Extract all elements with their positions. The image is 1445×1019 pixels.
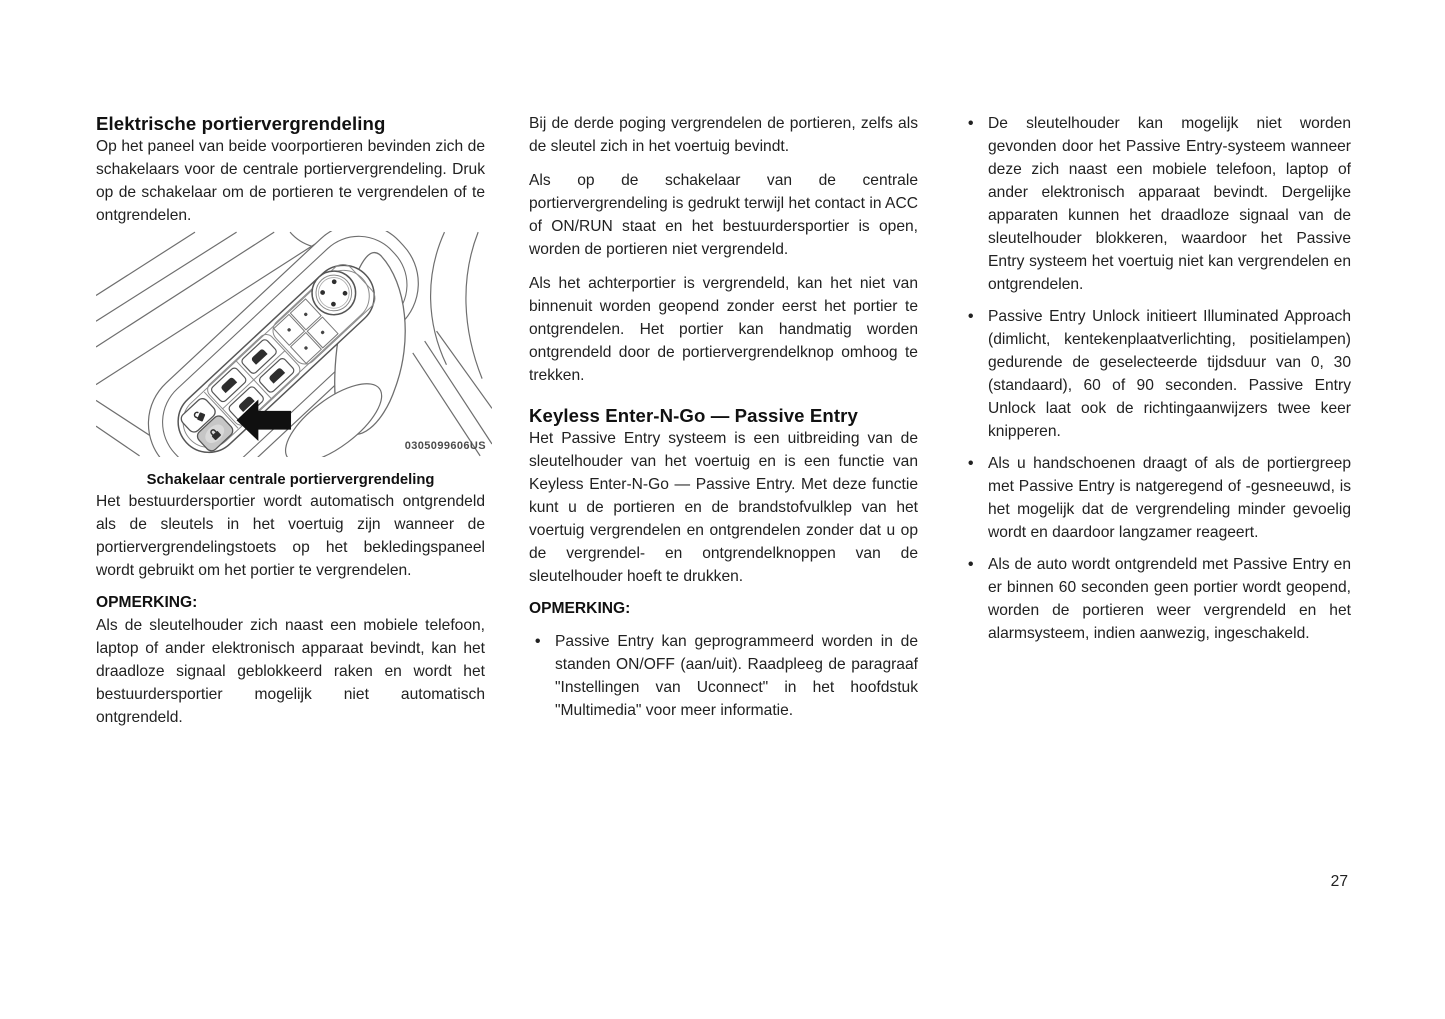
list-item bbox=[962, 112, 1351, 296]
column-3 bbox=[962, 112, 1351, 645]
note-bullet-list bbox=[529, 630, 918, 722]
door-panel-figure bbox=[96, 231, 494, 457]
note-label: OPMERKING: bbox=[529, 600, 631, 617]
note-label: OPMERKING: bbox=[96, 594, 198, 611]
list-item-text: De sleutelhouder kan mogelijk niet worden gevonden door het Passive Entry-systeem wanneer deze zich naast een mobiele telefoon, laptop of ander elektronisch apparaat bevindt. Dergelijke apparaten kunnen het draadloze signaal van de sleutelhouder blokkeren, waardoor het Passive Entry systeem het voertuig niet kan vergrendelen en ontgrendelen. bbox=[988, 115, 1351, 293]
list-item bbox=[962, 305, 1351, 443]
figure-caption: Schakelaar centrale portiervergrendeling bbox=[146, 472, 435, 488]
door-panel-illustration bbox=[96, 231, 492, 457]
paragraph: Als het achterportier is vergrendeld, kan het niet van binnenuit worden geopend zonder eerst het portier te ontgrendelen. Het portier kan handmatig worden ontgrendeld door de portiervergrendelknop omhoog te trekken. bbox=[529, 275, 918, 384]
column-2 bbox=[529, 112, 918, 722]
bullet-marker: • bbox=[968, 556, 974, 573]
list-item-text: Passive Entry Unlock initieert Illuminated Approach (dimlicht, kentekenplaatverlichting, positielampen) gedurende de geselecteerde tijdsduur van 0, 30 (standaard), 60 of 90 seconden. Passive Entry Unlock laat ook de richtingaanwijzers twee keer knipperen. bbox=[988, 308, 1351, 440]
paragraph: Als op de schakelaar van de centrale portiervergrendeling is gedrukt terwijl het contact in ACC of ON/RUN staat en het bestuurdersportier is open, worden de portieren niet vergrendeld. bbox=[529, 172, 918, 258]
list-item-text: Als de auto wordt ontgrendeld met Passive Entry en er binnen 60 seconden geen portier wordt geopend, worden de portieren weer vergrendeld en het alarmsysteem, indien aanwezig, ingeschakeld. bbox=[988, 556, 1351, 642]
list-item bbox=[529, 630, 918, 722]
bullet-marker: • bbox=[535, 633, 541, 650]
paragraph: Het Passive Entry systeem is een uitbreiding van de sleutelhouder van het voertuig en is een functie van Keyless Enter-N-Go — Passive Entry. Met deze functie kunt u de portieren en de brandstofvulklep van het voertuig vergrendelen en ontgrendelen zonder dat u op de vergrendel- en ontgrendelknoppen van de sleutelhouder hoeft te drukken. bbox=[529, 430, 918, 585]
list-item bbox=[962, 452, 1351, 544]
list-item bbox=[962, 553, 1351, 645]
paragraph: Bij de derde poging vergrendelen de portieren, zelfs als de sleutel zich in het voertuig bevindt. bbox=[529, 115, 918, 155]
paragraph: Het bestuurdersportier wordt automatisch ontgrendeld als de sleutels in het voertuig zijn wanneer de portiervergrendelingstoets op het bekledingspaneel wordt gebruikt om het portier te vergrendelen. bbox=[96, 493, 485, 579]
bullet-marker: • bbox=[968, 308, 974, 325]
bullet-list bbox=[962, 112, 1351, 645]
section-heading-keyless-enter-n-go: Keyless Enter-N-Go — Passive Entry bbox=[529, 405, 858, 426]
list-item-text: Passive Entry kan geprogrammeerd worden in de standen ON/OFF (aan/uit). Raadpleeg de paragraaf "Instellingen van Uconnect" in het hoofdstuk "Multimedia" voor meer informatie. bbox=[555, 633, 918, 719]
paragraph: Op het paneel van beide voorportieren bevinden zich de schakelaars voor de centrale portiervergrendeling. Druk op de schakelaar om de portieren te vergrendelen of te ontgrendelen. bbox=[96, 138, 485, 224]
list-item-text: Als u handschoenen draagt of als de portiergreep met Passive Entry is natgeregend of -gesneeuwd, is het mogelijk dat de vergrendeling minder gevoelig wordt en daardoor langzamer reageert. bbox=[988, 455, 1351, 541]
note-text: Als de sleutelhouder zich naast een mobiele telefoon, laptop of ander elektronisch apparaat bevindt, kan het draadloze signaal geblokkeerd raken en wordt het bestuurdersportier mogelijk niet automatisch ontgrendeld. bbox=[96, 617, 485, 726]
figure-part-code: 0305099606US bbox=[404, 440, 486, 452]
bullet-marker: • bbox=[968, 115, 974, 132]
column-1 bbox=[96, 112, 485, 729]
section-heading-elektrische-portiervergrendeling: Elektrische portiervergrendeling bbox=[96, 113, 386, 134]
bullet-marker: • bbox=[968, 455, 974, 472]
page-number: 27 bbox=[1330, 873, 1348, 890]
